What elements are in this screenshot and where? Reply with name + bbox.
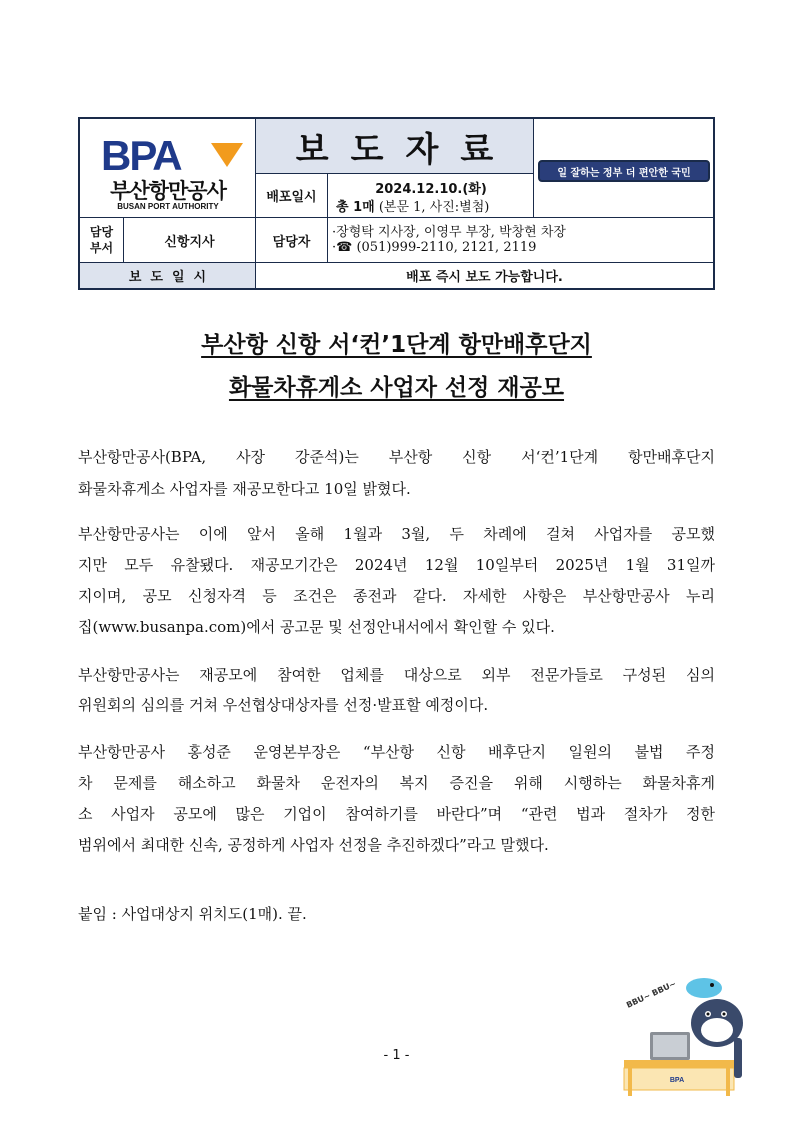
press-date-value-cell (256, 262, 713, 288)
slogan-cell (534, 119, 713, 217)
body-line: 지이며, 공모 신청자격 등 조건은 종전과 같다. 자세한 사항은 부산항만공사 누리 (78, 587, 715, 605)
department-value-cell (124, 217, 256, 262)
bpa-logo-icon (101, 137, 243, 173)
page-count (336, 196, 536, 215)
contact-value-cell (328, 217, 713, 262)
press-date-label: 보도일시 (128, 270, 216, 285)
headline-line-2: 화물차휴게소 사업자 선정 재공모 (228, 375, 565, 401)
body-line: 범위에서 최대한 신속, 공정하게 사업자 선정을 추진하겠다”라고 말했다. (78, 836, 549, 854)
press-release-header (78, 117, 715, 290)
contact-label: 담당자 (272, 234, 311, 250)
department-label: 담당 부서 (89, 225, 114, 255)
body-line: 부산항만공사는 이에 앞서 올해 1월과 3월, 두 차례에 걸쳐 사업자를 공모했 (78, 525, 715, 543)
distribution-label: 배포일시 (266, 190, 317, 205)
logo-cell (80, 119, 256, 217)
mascot-text: BBU~ BBU~ (625, 979, 678, 1010)
press-date-value: 배포 즉시 보도 가능합니다. (406, 270, 563, 285)
body-line: 집(www.busanpa.com)에서 공고문 및 선정안내서에서 확인할 수 있다. (78, 618, 555, 636)
page-count-detail: (본문 1, 사진:별첨) (374, 200, 490, 215)
mascot-illustration (622, 968, 747, 1098)
distribution-date: 2024.12.10.(화) (375, 182, 487, 197)
body-line: 부산항만공사는 재공모에 참여한 업체를 대상으로 외부 전문가들로 구성된 심의 (78, 666, 715, 684)
desk-logo: BPA (669, 1077, 685, 1084)
dolphin-icon (686, 978, 722, 998)
body-line: 차 문제를 해소하고 화물차 운전자의 복지 증진을 위해 시행하는 화물차휴게 (78, 774, 715, 792)
logo-name-korean: 부산항만공사 (110, 179, 226, 203)
distribution-label-cell (256, 174, 328, 217)
body-line: 위원회의 심의를 거쳐 우선협상대상자를 선정·발표할 예정이다. (78, 696, 489, 714)
contact-label-cell (256, 217, 328, 262)
department-name: 신항지사 (164, 234, 215, 250)
press-release-title: 보도자료 (295, 129, 516, 170)
contact-names: ·장형탁 지사장, 이영무 부장, 박창현 차장 (332, 225, 566, 240)
contact-phone: ·☎ (051)999-2110, 2121, 2119 (332, 240, 537, 255)
body-line: 지만 모두 유찰됐다. 재공모기간은 2024년 12월 10일부터 2025년 1월 31일까 (78, 556, 715, 574)
attachment-note: 붙임 : 사업대상지 위치도(1매). 끝. (78, 905, 307, 923)
headline-line-1: 부산항 신항 서‘컨’1단계 항만배후단지 (201, 332, 592, 358)
government-slogan: 일 잘하는 정부 더 편안한 국민 (538, 160, 710, 182)
page-number: - 1 - (383, 1048, 410, 1063)
press-date-label-cell (80, 262, 256, 288)
body-line: 부산항만공사(BPA, 사장 강준석)는 부산항 신항 서‘컨’1단계 항만배후단지 (78, 448, 715, 466)
body-line: 소 사업자 공모에 많은 기업이 참여하기를 바란다”며 “관련 법과 절차가 정한 (78, 805, 715, 823)
page-count-total: 총 1매 (336, 200, 375, 215)
logo-name-english: BUSAN PORT AUTHORITY (117, 202, 219, 211)
title-cell (256, 119, 534, 174)
body-line: 화물차휴게소 사업자를 재공모한다고 10일 밝혔다. (78, 480, 411, 498)
body-line: 부산항만공사 홍성준 운영본부장은 “부산항 신항 배후단지 일원의 불법 주정 (78, 743, 715, 761)
department-label-cell (80, 217, 124, 262)
distribution-value-cell (328, 174, 534, 217)
svg-text:BPA: BPA (101, 137, 181, 173)
